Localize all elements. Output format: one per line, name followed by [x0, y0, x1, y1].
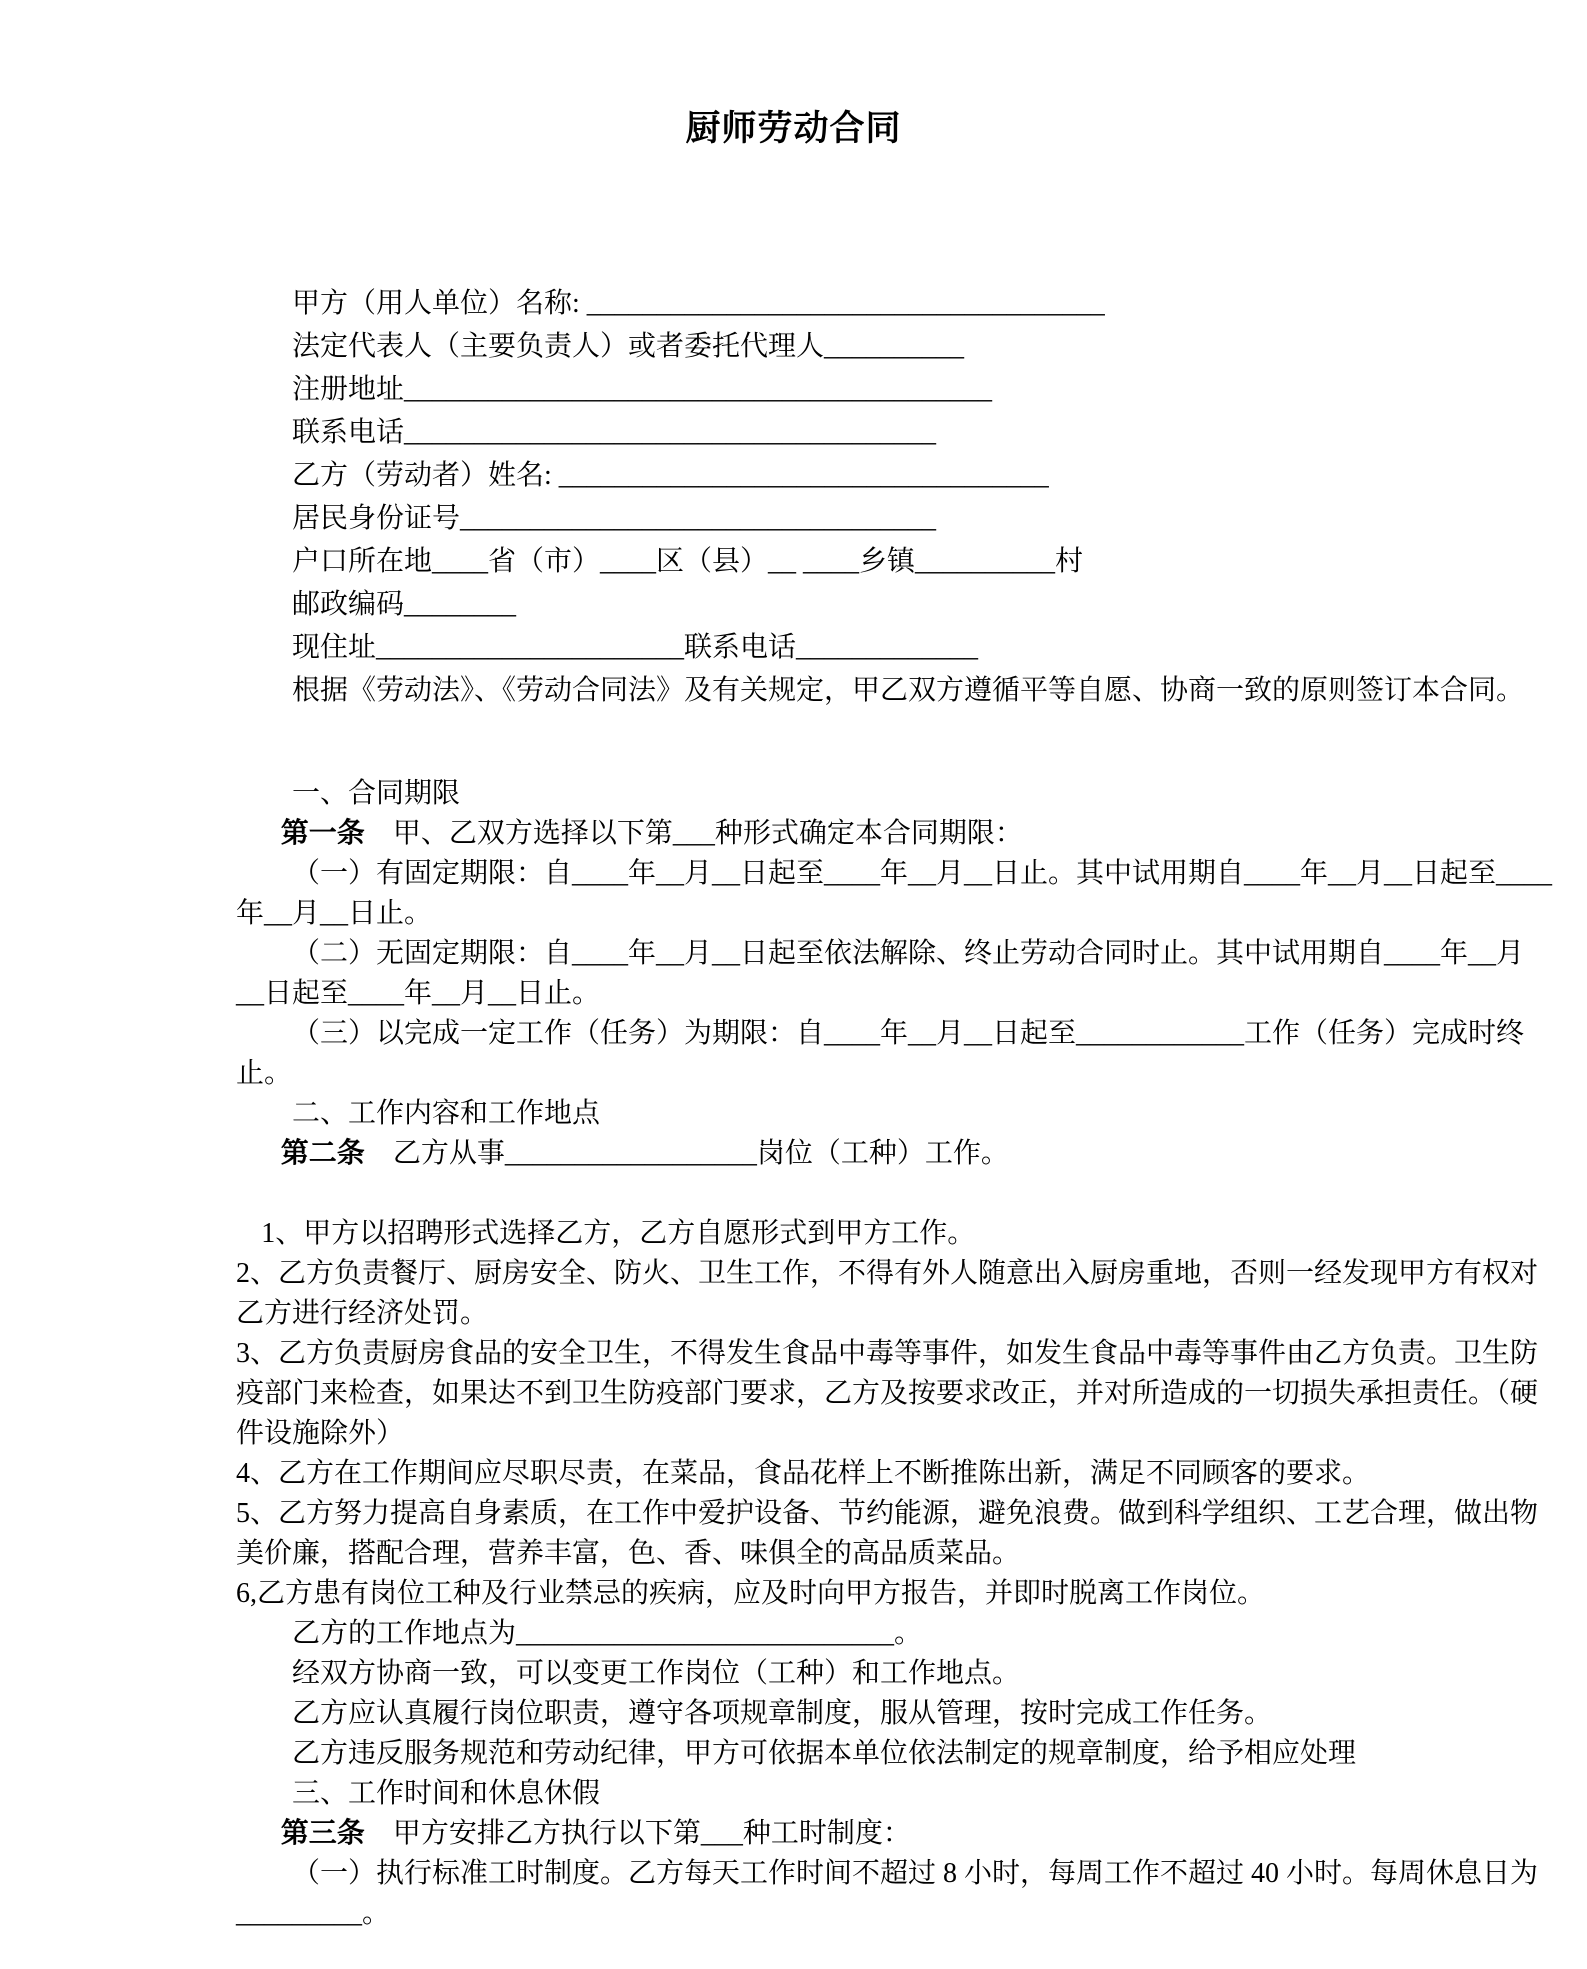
- text-run: 乙方违反服务规范和劳动纪律，甲方可依据本单位依法制定的规章制度，给予相应处理: [292, 1738, 1357, 1769]
- item-3-line-3: [236, 1414, 1417, 1454]
- text-run: 乙方的工作地点为___________________________。: [292, 1618, 923, 1649]
- clause-1: [236, 814, 1417, 854]
- text-run: 经双方协商一致，可以变更工作岗位（工种）和工作地点。: [292, 1658, 1021, 1689]
- discipline-line: [236, 1734, 1417, 1774]
- field-contact-phone-a: [236, 411, 1417, 454]
- item-1: [236, 1214, 1417, 1254]
- work-location-line: [236, 1614, 1417, 1654]
- item-3-line-2: [236, 1374, 1539, 1414]
- text-run: 4、乙方在工作期间应尽职尽责，在菜品，食品花样上不断推陈出新，满足不同顾客的要求。: [236, 1458, 1371, 1489]
- text-run: 注册地址__________________________________________: [292, 374, 993, 405]
- section-1-heading: [236, 774, 1417, 814]
- field-postal-code: [236, 583, 1417, 626]
- text-run: 6,乙方患有岗位工种及行业禁忌的疾病，应及时向甲方报告，并即时脱离工作岗位。: [236, 1578, 1266, 1609]
- item-6: [236, 1574, 1417, 1614]
- text-run: 二、工作内容和工作地点: [292, 1098, 601, 1129]
- text-run: 居民身份证号__________________________________: [292, 503, 937, 534]
- text-run: （一）执行标准工时制度。乙方每天工作时间不超过 8 小时，每周工作不超过 40 小时。每周休息日为: [292, 1858, 1539, 1889]
- clause-1-item-2-line-2: [236, 974, 1417, 1014]
- text-run: 1、甲方以招聘形式选择乙方，乙方自愿形式到甲方工作。: [261, 1218, 976, 1249]
- clause-1-item-1-line-1: [236, 854, 1553, 894]
- change-agreement-line: [236, 1654, 1417, 1694]
- text-run: 甲方（用人单位）名称: _____________________________________: [292, 288, 1105, 319]
- section-3-heading: [236, 1774, 1417, 1814]
- field-current-address-phone: [236, 626, 1417, 669]
- field-id-number: [236, 497, 1417, 540]
- text-run: （一）有固定期限：自____年__月__日起至____年__月__日止。其中试用期自____年__月__日起至____: [292, 858, 1553, 889]
- text-run: 现住址______________________联系电话_____________: [292, 632, 979, 663]
- text-run: 美价廉，搭配合理，营养丰富，色、香、味俱全的高品质菜品。: [236, 1538, 1021, 1569]
- text-run: 三、工作时间和休息休假: [292, 1778, 601, 1809]
- document-title: 厨师劳动合同: [685, 109, 902, 148]
- clause-1-item-1-line-2: [236, 894, 1417, 934]
- section-2-heading: [236, 1094, 1417, 1134]
- text-run: 一、合同期限: [292, 778, 461, 809]
- field-hukou-location: [236, 540, 1417, 583]
- text-run: 疫部门来检查，如果达不到卫生防疫部门要求，乙方及按要求改正，并对所造成的一切损失承担责任。（硬: [236, 1378, 1539, 1409]
- text-run: 乙方应认真履行岗位职责，遵守各项规章制度，服从管理，按时完成工作任务。: [292, 1698, 1273, 1729]
- text-run: __日起至____年__月__日止。: [236, 978, 601, 1009]
- item-5-line-2: [236, 1534, 1417, 1574]
- text-run: 甲方安排乙方执行以下第___种工时制度：: [364, 1818, 911, 1849]
- clause-number: 第一条: [280, 818, 365, 849]
- text-run: 户口所在地____省（市）____区（县）__ ____乡镇__________村: [292, 546, 1084, 577]
- text-run: 止。: [236, 1058, 293, 1089]
- clause-number: 第三条: [280, 1818, 365, 1849]
- item-2-line-1: [236, 1254, 1539, 1294]
- field-registered-address: [236, 368, 1417, 411]
- text-run: 乙方从事__________________岗位（工种）工作。: [364, 1138, 1009, 1169]
- blank-line: [236, 1174, 1417, 1214]
- field-party-b-name: [236, 454, 1417, 497]
- clause-2: [236, 1134, 1417, 1174]
- clause-3-item-1-line-2: [236, 1894, 1417, 1934]
- item-4: [236, 1454, 1417, 1494]
- clause-1-item-3-line-1: [236, 1014, 1525, 1054]
- header-fields-block: [236, 282, 1525, 712]
- clause-3: [236, 1814, 1417, 1854]
- item-3-line-1: [236, 1334, 1539, 1374]
- text-run: 联系电话______________________________________: [292, 417, 937, 448]
- document-body: [236, 774, 1553, 1934]
- text-run: 乙方进行经济处罚。: [236, 1298, 489, 1329]
- text-run: 3、乙方负责厨房食品的安全卫生，不得发生食品中毒等事件，如发生食品中毒等事件由乙方负责。卫生防: [236, 1338, 1539, 1369]
- preamble: [236, 669, 1525, 712]
- text-run: 年__月__日止。: [236, 898, 433, 929]
- text-run: 乙方（劳动者）姓名: ___________________________________: [292, 460, 1049, 491]
- item-2-line-2: [236, 1294, 1417, 1334]
- text-run: 根据《劳动法》、《劳动合同法》及有关规定，甲乙双方遵循平等自愿、协商一致的原则签订本合同。: [292, 675, 1525, 706]
- text-run: （三）以完成一定工作（任务）为期限：自____年__月__日起至____________工作（任务）完成时终: [292, 1018, 1525, 1049]
- text-run: 邮政编码________: [292, 589, 517, 620]
- item-5-line-1: [236, 1494, 1539, 1534]
- clause-1-item-3-line-2: [236, 1054, 1417, 1094]
- text-run: 甲、乙双方选择以下第___种形式确定本合同期限：: [364, 818, 1023, 849]
- text-run: 2、乙方负责餐厅、厨房安全、防火、卫生工作，不得有外人随意出入厨房重地，否则一经发现甲方有权对: [236, 1258, 1539, 1289]
- clause-3-item-1-line-1: [236, 1854, 1539, 1894]
- text-run: _________。: [236, 1898, 391, 1929]
- text-run: 法定代表人（主要负责人）或者委托代理人__________: [292, 331, 965, 362]
- field-party-a-name: [236, 282, 1417, 325]
- duty-line: [236, 1694, 1417, 1734]
- clause-1-item-2-line-1: [236, 934, 1525, 974]
- text-run: （二）无固定期限：自____年__月__日起至依法解除、终止劳动合同时止。其中试用期自____年__月: [292, 938, 1525, 969]
- clause-number: 第二条: [280, 1138, 365, 1169]
- document-content: [0, 282, 1587, 1934]
- text-run: 5、乙方努力提高自身素质，在工作中爱护设备、节约能源，避免浪费。做到科学组织、工艺合理，做出物: [236, 1498, 1539, 1529]
- field-legal-representative: [236, 325, 1417, 368]
- text-run: 件设施除外）: [236, 1418, 405, 1449]
